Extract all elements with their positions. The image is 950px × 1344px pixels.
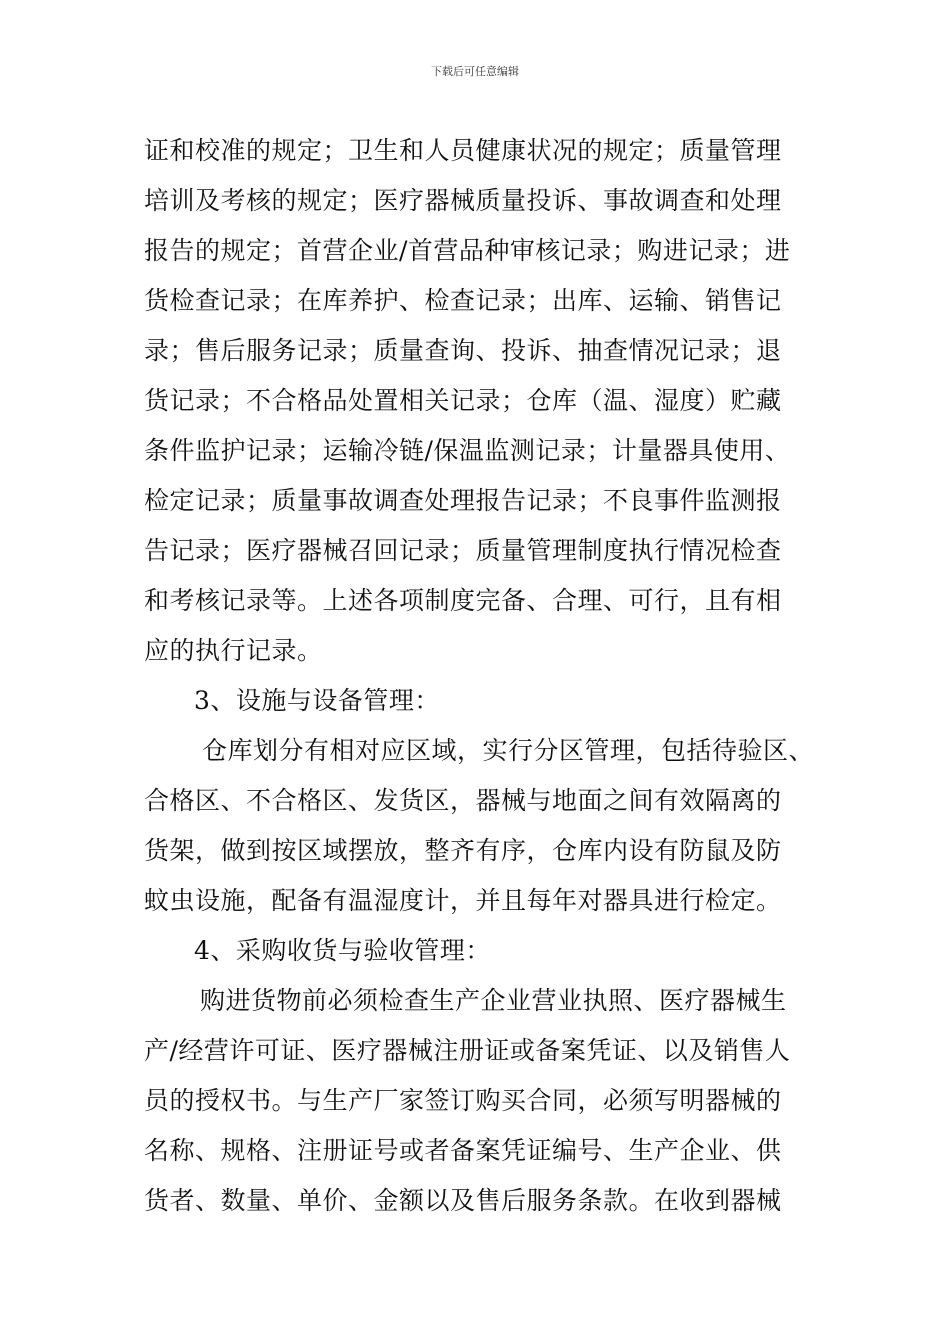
document-body [144,126,844,1226]
section-heading: 3、设施与设备管理： [194,686,440,715]
text-line: 报告的规定；首营企业/首营品种审核记录；购进记录；进 [144,236,791,265]
text-line: 培训及考核的规定；医疗器械质量投诉、事故调查和处理 [144,186,782,215]
text-line: 货检查记录；在库养护、检查记录；出库、运输、销售记 [144,286,782,315]
text-line: 名称、规格、注册证号或者备案凭证编号、生产企业、供 [144,1136,782,1165]
text-line: 条件监护记录；运输冷链/保温监测记录；计量器具使用、 [144,436,791,465]
text-line: 货者、数量、单价、金额以及售后服务条款。在收到器械 [144,1186,782,1215]
text-line: 产/经营许可证、医疗器械注册证或备案凭证、以及销售人 [144,1036,791,1065]
text-line: 和考核记录等。上述各项制度完备、合理、可行，且有相 [144,586,782,615]
text-line: 货记录；不合格品处置相关记录；仓库（温、湿度）贮藏 [144,386,782,415]
text-line: 证和校准的规定；卫生和人员健康状况的规定；质量管理 [144,136,782,165]
text-line: 录；售后服务记录；质量查询、投诉、抽查情况记录；退 [144,336,782,365]
text-line: 检定记录；质量事故调查处理报告记录；不良事件监测报 [144,486,782,515]
text-line: 货架，做到按区域摆放，整齐有序，仓库内设有防鼠及防 [144,836,782,865]
text-line: 合格区、不合格区、发货区，器械与地面之间有效隔离的 [144,786,782,815]
text-line: 员的授权书。与生产厂家签订购买合同，必须写明器械的 [144,1086,782,1115]
page-header: 下载后可任意编辑 [431,65,519,78]
text-line: 应的执行记录。 [144,636,323,665]
paragraph-first-line: 仓库划分有相对应区域，实行分区管理，包括待验区、 [202,736,815,765]
text-line: 告记录；医疗器械召回记录；质量管理制度执行情况检查 [144,536,782,565]
paragraph-first-line: 购进货物前必须检查生产企业营业执照、医疗器械生 [200,986,787,1015]
section-heading: 4、采购收货与验收管理： [194,936,491,965]
text-line: 蚊虫设施，配备有温湿度计，并且每年对器具进行检定。 [144,886,782,915]
